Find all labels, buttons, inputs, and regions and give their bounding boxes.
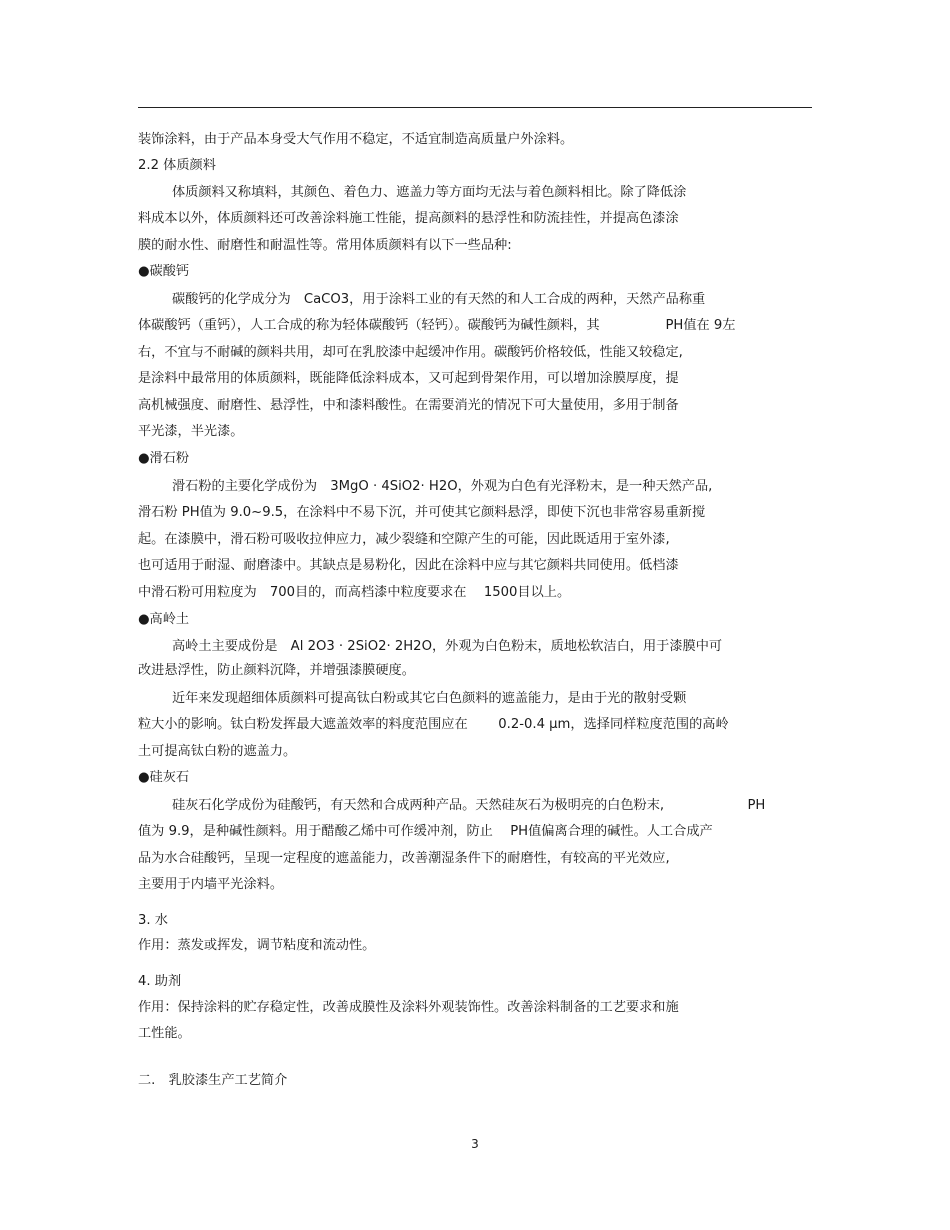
- text-line: 中滑石粉可用粒度为 700目的，而高档漆中粒度要求在 1500目以上。: [138, 585, 571, 600]
- header-rule: [138, 107, 812, 108]
- text-line: 体质颜料又称填料，其颜色、着色力、遮盖力等方面均无法与着色颜料相比。除了降低涂: [172, 185, 687, 200]
- text-line: 高岭土主要成份是 Al 2O3 · 2SiO2· 2H2O，外观为白色粉末，质地松软洁白，用于漆膜中可: [172, 639, 723, 654]
- text-line: 膜的耐水性、耐磨性和耐温性等。常用体质颜料有以下一些品种:: [138, 238, 512, 253]
- text-line: 作用：保持涂料的贮存稳定性，改善成膜性及涂料外观装饰性。改善涂料制备的工艺要求和施: [138, 1000, 679, 1015]
- text-line: 值为 9.9，是种碱性颜料。用于醋酸乙烯中可作缓冲剂，防止 PH值偏离合理的碱性。人工合成产: [138, 824, 713, 839]
- section-heading: 2.2 体质颜料: [138, 158, 216, 173]
- section-heading: 4. 助剂: [138, 974, 182, 989]
- text-line: 碳酸钙的化学成分为 CaCO3，用于涂料工业的有天然的和人工合成的两种，天然产品称重: [172, 292, 706, 307]
- text-line: 工性能。: [138, 1026, 191, 1041]
- text-line: 料成本以外，体质颜料还可改善涂料施工性能，提高颜料的悬浮性和防流挂性，并提高色漆涂: [138, 211, 679, 226]
- bullet-heading: ●碳酸钙: [138, 264, 190, 279]
- bullet-heading: ●硅灰石: [138, 770, 190, 785]
- text-line: 滑石粉 PH值为 9.0~9.5，在涂料中不易下沉，并可使其它颜料悬浮，即使下沉也非常容易重新搅: [138, 505, 706, 520]
- text-line: 体碳酸钙（重钙），人工合成的称为轻体碳酸钙（轻钙）。碳酸钙为碱性颜料，其 PH值在 9左: [138, 318, 736, 333]
- text-line: 改进悬浮性，防止颜料沉降，并增强漆膜硬度。: [138, 663, 415, 678]
- text-line: 右，不宜与不耐碱的颜料共用，却可在乳胶漆中起缓冲作用。碳酸钙价格较低，性能又较稳定,: [138, 345, 683, 360]
- text-line: 平光漆，半光漆。: [138, 424, 244, 439]
- text-line: 品为水合硅酸钙，呈现一定程度的遮盖能力，改善潮湿条件下的耐磨性，有较高的平光效应,: [138, 851, 670, 866]
- text-line: 是涂料中最常用的体质颜料，既能降低涂料成本，又可起到骨架作用，可以增加涂膜厚度，提: [138, 371, 679, 386]
- text-line: 滑石粉的主要化学成份为 3MgO · 4SiO2· H2O，外观为白色有光泽粉末，是一种天然产品,: [172, 479, 713, 494]
- text-line: 也可适用于耐湿、耐磨漆中。其缺点是易粉化，因此在涂料中应与其它颜料共同使用。低档漆: [138, 558, 679, 573]
- text-line: 高机械强度、耐磨性、悬浮性，中和漆料酸性。在需要消光的情况下可大量使用，多用于制备: [138, 398, 679, 413]
- text-line: 土可提高钛白粉的遮盖力。: [138, 744, 297, 759]
- bullet-heading: ●高岭土: [138, 612, 190, 627]
- text-line: 作用：蒸发或挥发，调节粘度和流动性。: [138, 938, 376, 953]
- text-line: 近年来发现超细体质颜料可提高钛白粉或其它白色颜料的遮盖能力，是由于光的散射受颗: [172, 691, 687, 706]
- section-heading: 3. 水: [138, 913, 168, 928]
- chapter-heading: 二. 乳胶漆生产工艺简介: [138, 1073, 288, 1088]
- page-number: 3: [471, 1137, 479, 1151]
- text-line: 起。在漆膜中，滑石粉可吸收拉伸应力，减少裂缝和空隙产生的可能，因此既适用于室外漆,: [138, 532, 670, 547]
- text-line: 装饰涂料，由于产品本身受大气作用不稳定，不适宜制造高质量户外涂料。: [138, 132, 574, 147]
- bullet-heading: ●滑石粉: [138, 451, 190, 466]
- text-line: 硅灰石化学成份为硅酸钙，有天然和合成两种产品。天然硅灰石为极明亮的白色粉末, PH: [172, 798, 766, 813]
- text-line: 粒大小的影响。钛白粉发挥最大遮盖效率的料度范围应在 0.2-0.4 μm，选择同样粒度范围的高岭: [138, 717, 729, 732]
- text-line: 主要用于内墙平光涂料。: [138, 877, 284, 892]
